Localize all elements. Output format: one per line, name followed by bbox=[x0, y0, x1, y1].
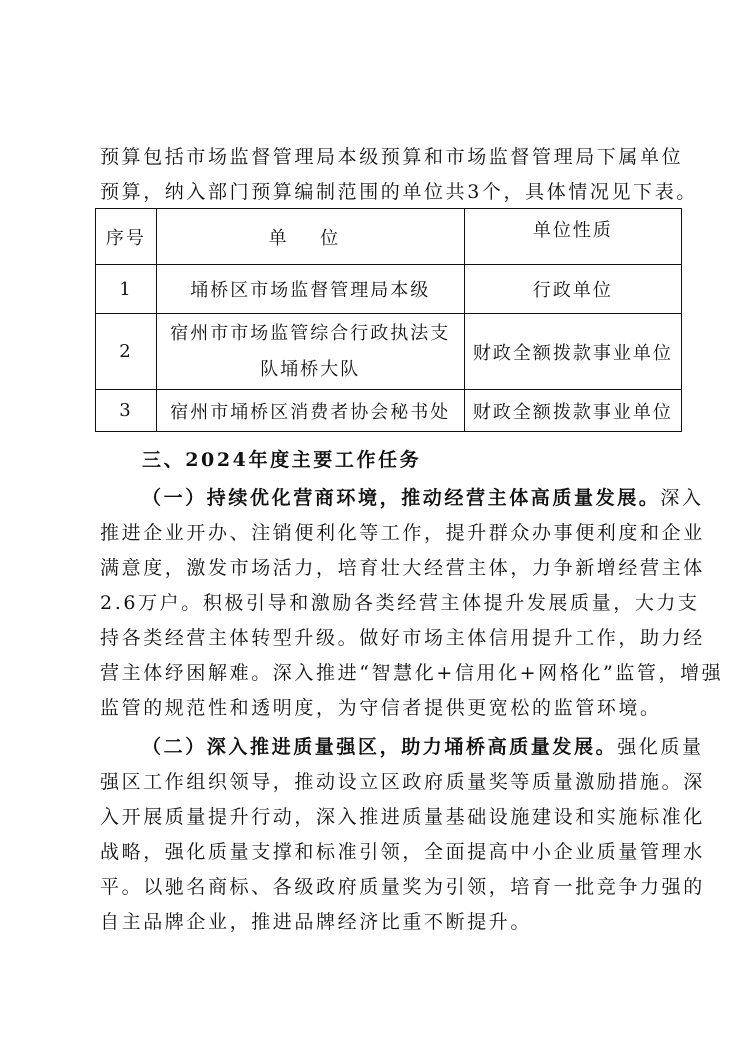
row-nature: 财政全额拨款事业单位 bbox=[464, 314, 681, 390]
section-heading: 三、2024年度主要工作任务 bbox=[142, 449, 422, 471]
row-unit: 埇桥区市场监督管理局本级 bbox=[156, 265, 464, 314]
para2-line-2: 强区工作组织领导，推动设立区政府质量奖等质量激励措施。深 bbox=[100, 771, 705, 793]
table-row bbox=[96, 265, 682, 314]
para1-line-2: 推进企业开办、注销便利化等工作，提升群众办事便利度和企业 bbox=[100, 522, 705, 544]
para1-line-5: 持各类经营主体转型升级。做好市场主体信用提升工作，助力经 bbox=[100, 627, 705, 649]
row-nature: 行政单位 bbox=[464, 265, 681, 314]
row-unit: 宿州市埇桥区消费者协会秘书处 bbox=[156, 390, 464, 432]
row-no: 3 bbox=[96, 390, 157, 432]
para1-line-1 bbox=[142, 486, 732, 510]
para1-line-4: 2.6万户。积极引导和激励各类经营主体提升发展质量，大力支 bbox=[100, 592, 700, 614]
para2-line-5: 平。以驰名商标、各级政府质量奖为引领，培育一批竞争力强的 bbox=[100, 876, 705, 898]
header-no: 序号 bbox=[96, 209, 157, 265]
intro-line-2: 预算，纳入部门预算编制范围的单位共3个，具体情况见下表。 bbox=[100, 181, 698, 203]
table-header-row bbox=[96, 209, 682, 265]
para2-lead: （二）深入推进质量强区，助力埇桥高质量发展。 bbox=[142, 736, 618, 758]
header-unit: 单 位 bbox=[156, 209, 464, 265]
intro-line-1: 预算包括市场监督管理局本级预算和市场监督管理局下属单位 bbox=[100, 146, 684, 168]
header-nature-cell bbox=[464, 209, 681, 265]
row-nature: 财政全额拨款事业单位 bbox=[464, 390, 681, 432]
para1-line-3: 满意度，激发市场活力，培育壮大经营主体，力争新增经营主体 bbox=[100, 557, 705, 579]
table-row bbox=[96, 314, 682, 390]
para2-line-4: 战略，强化质量支撑和标准引领，全面提高中小企业质量管理水 bbox=[100, 841, 705, 863]
row-unit bbox=[156, 314, 464, 390]
row-unit-line-2: 队埇桥大队 bbox=[260, 358, 361, 380]
header-nature: 单位性质 bbox=[532, 219, 613, 241]
para1-line-1-rest: 深入 bbox=[660, 487, 704, 509]
table-row bbox=[96, 390, 682, 432]
row-no: 1 bbox=[96, 265, 157, 314]
row-no: 2 bbox=[96, 314, 157, 390]
row-unit-line-1: 宿州市市场监管综合行政执法支 bbox=[170, 322, 451, 344]
para1-lead: （一）持续优化营商环境，推动经营主体高质量发展。 bbox=[142, 487, 661, 509]
para2-line-1 bbox=[142, 735, 732, 759]
para2-line-1-rest: 强化质量 bbox=[617, 736, 704, 758]
para1-line-6: 营主体纾困解难。深入推进“智慧化+信用化+网格化”监管，增强 bbox=[100, 662, 724, 684]
budget-units-table bbox=[95, 208, 682, 432]
para2-line-3: 入开展质量提升行动，深入推进质量基础设施建设和实施标准化 bbox=[100, 806, 705, 828]
para1-line-7: 监管的规范性和透明度，为守信者提供更宽松的监管环境。 bbox=[100, 697, 662, 719]
para2-line-6: 自主品牌企业，推进品牌经济比重不断提升。 bbox=[100, 911, 533, 933]
